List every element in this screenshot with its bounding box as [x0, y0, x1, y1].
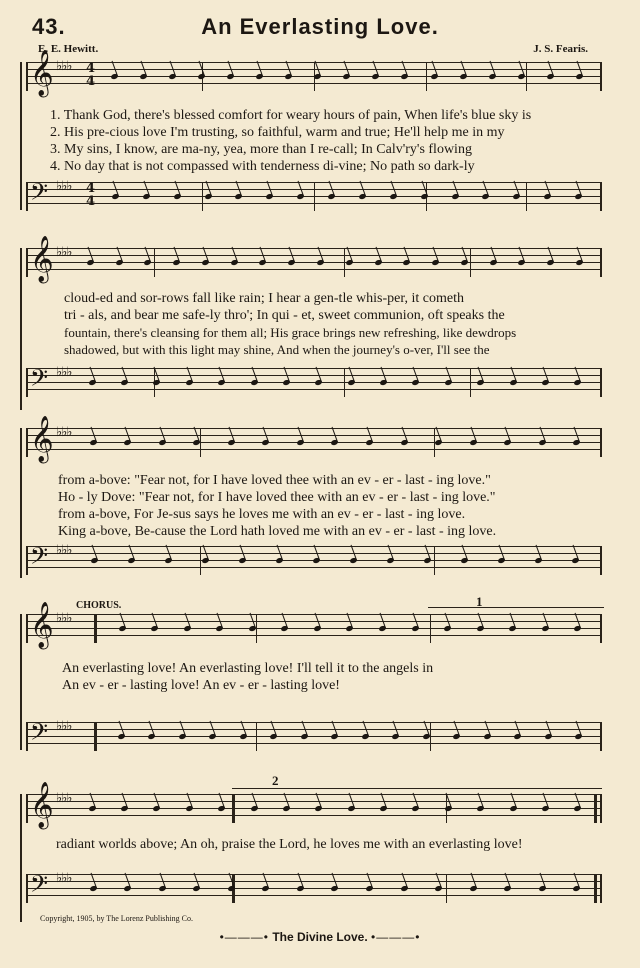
hymn-number: 43.	[32, 14, 66, 39]
system-2-lyrics	[64, 290, 604, 358]
verse-line: 2. His pre-cious love I'm trusting, so faithful, warm and true; He'll help me in my	[50, 125, 505, 140]
system-2-treble-staff	[26, 236, 602, 282]
treble-clef-icon: 𝄞	[30, 236, 54, 282]
system-3-lyrics	[58, 472, 604, 540]
ornament-left: •———•	[219, 930, 269, 944]
system-2-treble-notes	[76, 248, 594, 276]
key-signature-flats-icon: ♭♭♭	[56, 611, 72, 626]
bass-clef-icon: 𝄢	[30, 542, 49, 575]
key-signature-flats-icon: ♭♭♭	[56, 543, 72, 558]
verse-line: 4. No day that is not compassed with tenderness di-vine; No path so dark-ly	[50, 159, 475, 174]
system-4-bass-notes	[106, 722, 594, 750]
verse-line: tri - als, and bear me safe-ly thro'; In qui - et, sweet communion, oft speaks the	[64, 308, 505, 323]
time-signature: 4 4	[86, 181, 96, 209]
system-5-treble-staff	[26, 782, 602, 828]
system-5-treble-notes	[76, 794, 594, 822]
ending-1-bracket	[428, 607, 604, 608]
system-5-lyrics	[56, 836, 604, 853]
ending-1-number: 1	[476, 594, 483, 609]
verse-line: from a-bove: "Fear not, for I have loved thee with an ev - er - last - ing love."	[58, 473, 491, 488]
system-5-bass-staff	[26, 870, 602, 903]
treble-clef-icon: 𝄞	[30, 602, 54, 648]
verse-line: 1. Thank God, there's blessed comfort for weary hours of pain, When life's blue sky is	[50, 108, 532, 123]
bass-clef-icon: 𝄢	[30, 718, 49, 751]
key-signature-flats-icon: ♭♭♭	[56, 425, 72, 440]
key-signature-flats-icon: ♭♭♭	[56, 245, 72, 260]
key-signature-flats-icon: ♭♭♭	[56, 365, 72, 380]
system-1-lyrics	[50, 107, 606, 175]
verse-line: fountain, there's cleansing for them all; His grace brings new refreshing, like dewdrops	[64, 325, 517, 340]
system-2-bass-staff	[26, 364, 602, 397]
ending-2-number: 2	[272, 773, 279, 788]
page-footer	[0, 930, 640, 944]
verse-line: from a-bove, For Je-sus says he loves me with an ev - er - last - ing love.	[58, 507, 466, 522]
page-footer-title: The Divine Love.	[272, 930, 368, 944]
key-signature-flats-icon: ♭♭♭	[56, 179, 72, 194]
system-1-bass-staff	[26, 178, 602, 211]
system-3-treble-notes	[76, 428, 594, 456]
system-3-treble-staff	[26, 416, 602, 462]
verse-line: shadowed, but with this light may shine, And when the journey's o-ver, I'll see the	[64, 342, 490, 357]
ending-2-bracket	[232, 788, 602, 789]
key-signature-flats-icon: ♭♭♭	[56, 791, 72, 806]
time-signature: 4 4	[86, 61, 96, 89]
verse-line: cloud-ed and sor-rows fall like rain; I hear a gen-tle whis-per, it cometh	[64, 291, 464, 306]
system-1-treble-notes	[100, 62, 594, 90]
key-signature-flats-icon: ♭♭♭	[56, 719, 72, 734]
bass-clef-icon: 𝄢	[30, 870, 49, 903]
system-3-bass-staff	[26, 542, 602, 575]
hymn-title: An Everlasting Love.	[201, 14, 439, 39]
system-2-bass-notes	[76, 368, 594, 396]
bass-clef-icon: 𝄢	[30, 364, 49, 397]
system-1-bass-notes	[100, 182, 594, 210]
verse-line: 3. My sins, I know, are ma-ny, yea, more than I re-call; In Calv'ry's flowing	[50, 142, 472, 157]
system-4-treble-notes	[106, 614, 594, 642]
key-signature-flats-icon: ♭♭♭	[56, 59, 72, 74]
composer-credit: J. S. Fearis.	[533, 43, 588, 55]
verse-line: Ho - ly Dove: "Fear not, for I have loved thee with an ev - er - last - ing love."	[58, 490, 496, 505]
system-4-bass-staff	[26, 718, 602, 751]
treble-clef-icon: 𝄞	[30, 416, 54, 462]
chorus-line: radiant worlds above; An oh, praise the Lord, he loves me with an everlasting love!	[56, 837, 523, 852]
treble-clef-icon: 𝄞	[30, 50, 54, 96]
key-signature-flats-icon: ♭♭♭	[56, 871, 72, 886]
system-5-bass-notes	[76, 874, 594, 902]
author-credit: E. E. Hewitt.	[38, 43, 99, 55]
system-4-lyrics	[62, 660, 602, 694]
chorus-label: CHORUS.	[76, 600, 122, 611]
system-3-bass-notes	[76, 546, 594, 574]
bass-clef-icon: 𝄢	[30, 178, 49, 211]
ornament-right: •———•	[371, 930, 421, 944]
verse-line: King a-bove, Be-cause the Lord hath loved me with an ev - er - last - ing love.	[58, 524, 497, 539]
copyright-notice: Copyright, 1905, by The Lorenz Publishing Co.	[40, 914, 193, 923]
chorus-line: An everlasting love! An everlasting love! I'll tell it to the angels in	[62, 661, 434, 676]
chorus-line: An ev - er - lasting love! An ev - er - lasting love!	[62, 678, 340, 693]
treble-clef-icon: 𝄞	[30, 782, 54, 828]
system-1-treble-staff	[26, 50, 602, 96]
